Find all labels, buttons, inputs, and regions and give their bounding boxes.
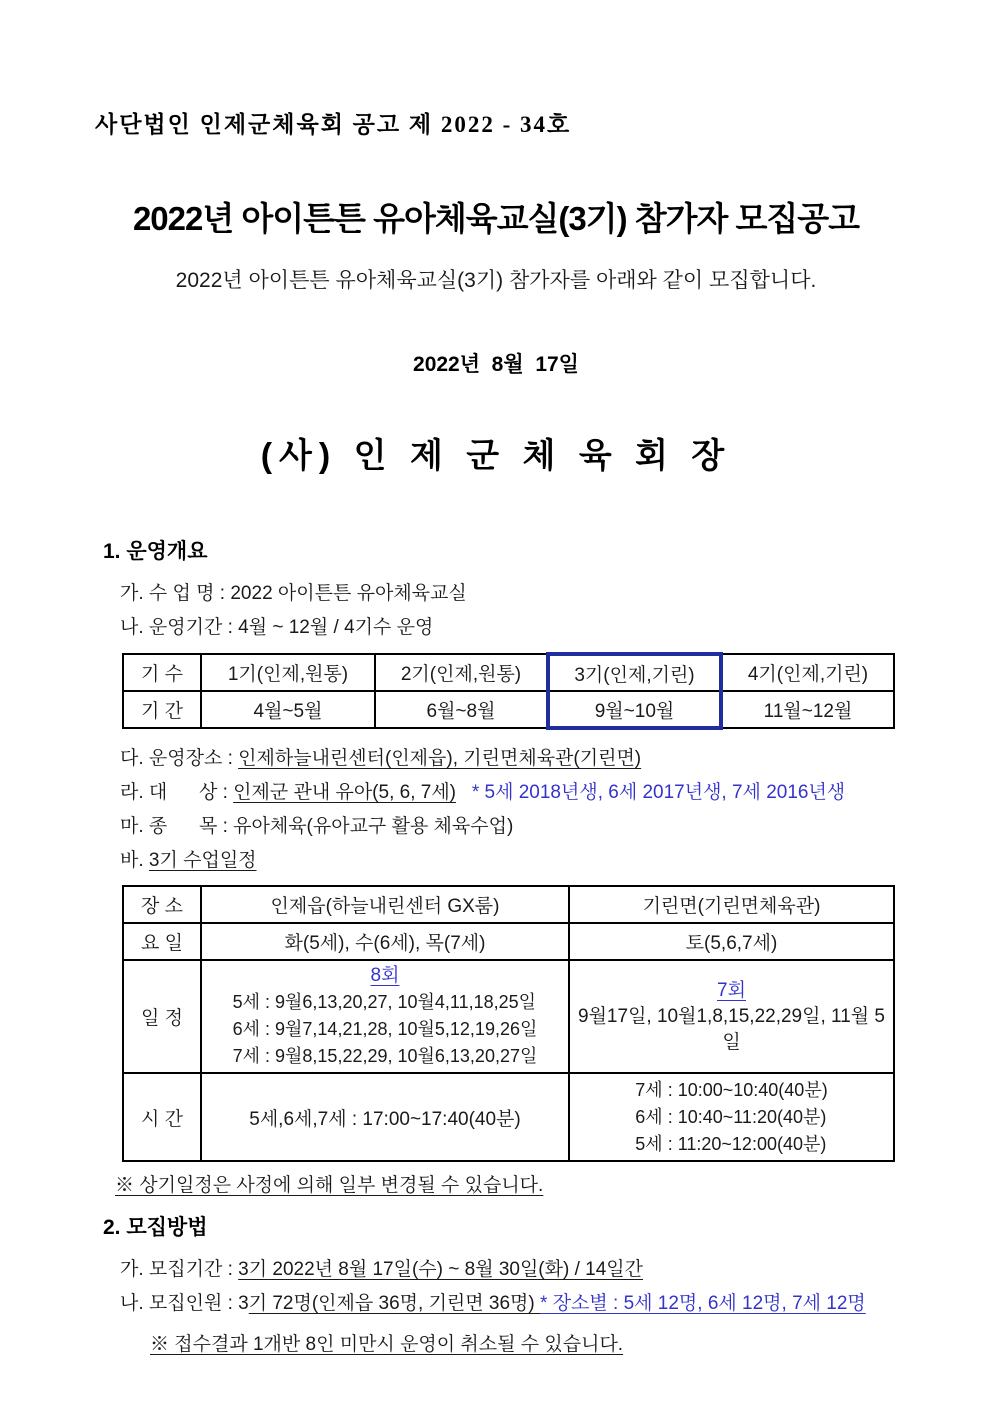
girin-time-age7: 7세 : 10:00~10:40(40분) (635, 1079, 828, 1100)
girin-time-age5: 5세 : 11:20~12:00(40분) (635, 1133, 827, 1154)
term-cell-highlighted: 3기(인제,기린) (548, 654, 721, 691)
schedule-title-value: 3기 수업일정 (148, 850, 257, 871)
target-age-note: * 5세 2018년생, 6세 2017년생, 7세 2016년생 (456, 782, 846, 803)
inje-dates-age7: 7세 : 9월8,15,22,29, 10월6,13,20,27일 (232, 1046, 538, 1066)
issuer-signature: (사) 인 제 군 체 육 회 장 (260, 437, 732, 475)
target-label: 라. 대 상 : (120, 782, 234, 803)
target-line (120, 776, 932, 810)
period-cell: 11월~12월 (721, 691, 894, 728)
terms-row-label: 기 간 (123, 691, 201, 728)
document-number-header: 사단법인 인제군체육회 공고 제 2022 - 34호 (95, 112, 572, 137)
terms-row-label: 기 수 (123, 654, 201, 691)
schedule-place-row (123, 886, 894, 923)
inje-dates-age5: 5세 : 9월6,13,20,27, 10월4,11,18,25일 (232, 992, 537, 1012)
schedule-change-note: ※ 상기일정은 사정에 의해 일부 변경될 수 있습니다. (115, 1175, 544, 1196)
venue-line (120, 742, 932, 776)
period-cell-highlighted: 9월~10월 (548, 691, 721, 728)
recruit-count-label: 나. 모집인원 : 3 (120, 1293, 249, 1314)
schedule-dates-row (123, 960, 894, 1073)
place-girin-cell: 기린면(기린면체육관) (569, 886, 894, 923)
dates-girin-cell (569, 960, 894, 1073)
schedule-row-label: 장 소 (123, 886, 201, 923)
target-value: 인제군 관내 유아(5, 6, 7세) (233, 782, 457, 803)
section1-heading: 1. 운영개요 (103, 540, 208, 563)
term-cell: 2기(인제,원통) (375, 654, 548, 691)
class-name-line: 가. 수 업 명 : 2022 아이튼튼 유아체육교실 (120, 583, 467, 604)
day-girin-cell: 토(5,6,7세) (569, 923, 894, 960)
terms-table (122, 652, 895, 730)
girin-time-age6: 6세 : 10:40~11:20(40분) (635, 1106, 827, 1127)
schedule-time-row (123, 1073, 894, 1161)
inje-session-count: 8회 (370, 965, 400, 986)
venue-label: 다. 운영장소 : (120, 748, 239, 769)
inje-dates-age6: 6세 : 9월7,14,21,28, 10월5,12,19,26일 (232, 1019, 538, 1039)
time-girin-cell (569, 1073, 894, 1161)
place-inje-cell: 인제읍(하늘내린센터 GX룸) (201, 886, 569, 923)
recruit-count-line (120, 1287, 932, 1321)
recruit-period-line (120, 1253, 932, 1287)
cancellation-note: ※ 접수결과 1개반 8인 미만시 운영이 취소될 수 있습니다. (150, 1334, 624, 1355)
term-cell: 4기(인제,기린) (721, 654, 894, 691)
dates-inje-cell (201, 960, 569, 1073)
operation-period-line: 나. 운영기간 : 4월 ~ 12월 / 4기수 운영 (120, 617, 434, 638)
girin-dates: 9월17일, 10월1,8,15,22,29일, 11월 5일 (578, 1005, 885, 1053)
schedule-row-label: 일 정 (123, 960, 201, 1073)
time-inje-cell: 5세,6세,7세 : 17:00~17:40(40분) (201, 1073, 569, 1161)
recruit-period-label: 가. 모집기간 : (120, 1259, 239, 1280)
terms-period-row (123, 691, 894, 728)
girin-session-count: 7회 (717, 979, 746, 1001)
document-subtitle: 2022년 아이튼튼 유아체육교실(3기) 참가자를 아래와 같이 모집합니다. (175, 269, 817, 292)
section2-heading: 2. 모집방법 (103, 1216, 208, 1239)
document-title: 2022년 아이튼튼 유아체육교실(3기) 참가자 모집공고 (132, 200, 860, 237)
schedule-table (122, 885, 895, 1162)
day-inje-cell: 화(5세), 수(6세), 목(7세) (201, 923, 569, 960)
period-cell: 6월~8월 (375, 691, 548, 728)
subject-line: 마. 종 목 : 유아체육(유아교구 활용 체육수업) (120, 816, 514, 837)
schedule-title-line (120, 844, 932, 878)
schedule-title-label: 바. (120, 850, 149, 871)
terms-header-row (123, 654, 894, 691)
venue-value: 인제하늘내린센터(인제읍), 기린면체육관(기린면) (238, 748, 642, 769)
period-cell: 4월~5월 (201, 691, 375, 728)
schedule-day-row (123, 923, 894, 960)
recruit-period-value: 3기 2022년 8월 17일(수) ~ 8월 30일(화) / 14일간 (238, 1259, 643, 1280)
recruit-count-by-place: * 장소별 : 5세 12명, 6세 12명, 7세 12명 (540, 1293, 866, 1314)
recruit-count-value: 기 72명(인제읍 36명, 기린면 36명) (248, 1293, 541, 1314)
schedule-row-label: 시 간 (123, 1073, 201, 1161)
schedule-row-label: 요 일 (123, 923, 201, 960)
term-cell: 1기(인제,원통) (201, 654, 375, 691)
announcement-date: 2022년 8월 17일 (413, 353, 579, 376)
